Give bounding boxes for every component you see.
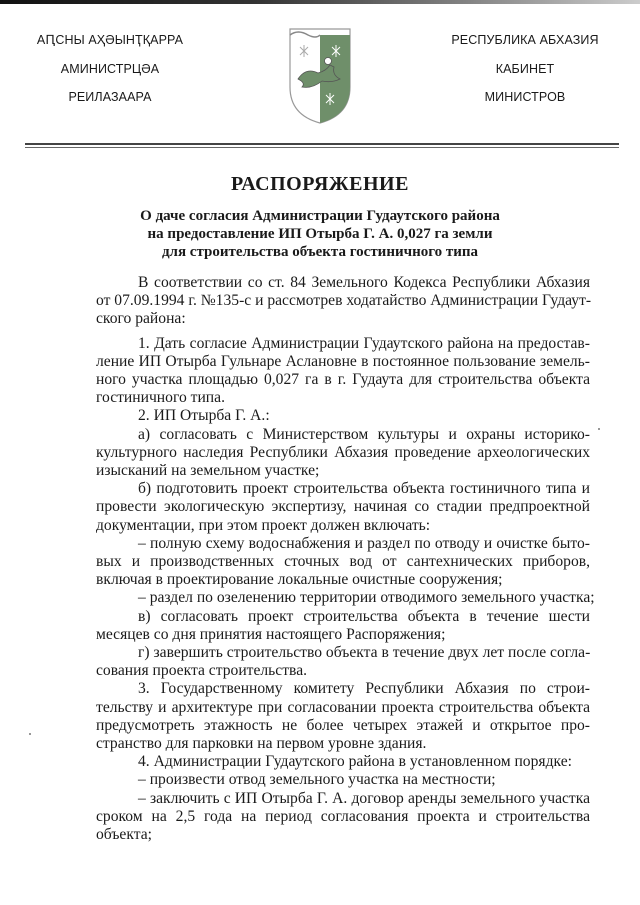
- paragraph-9-line: сования проекта строительства.: [96, 662, 308, 680]
- paragraph-4-line: изысканий на земельном участке;: [96, 462, 320, 479]
- header-right-line-2: КАБИНЕТ: [495, 62, 555, 76]
- header-right-line-3: МИНИСТРОВ: [484, 90, 566, 104]
- paragraph-6-line: вых и производственных сточных вод от сантехнических приборов,: [96, 553, 590, 570]
- scan-speck: [29, 733, 31, 735]
- paragraph-2-line: ного участка площадью 0,027 га в г. Гудаута для строительства объекта: [96, 371, 590, 388]
- paragraph-1-line: от 07.09.1994 г. №135-с и рассмотрев ходатайство Администрации Гудаут-: [96, 292, 592, 310]
- document-title: РАСПОРЯЖЕНИЕ: [231, 173, 409, 195]
- paragraph-9-line: г) завершить строительство объекта в течение двух лет после согла-: [138, 644, 591, 661]
- paragraph-2-line: гостиничного типа.: [96, 389, 225, 407]
- document-subtitle-line-3: для строительства объекта гостиничного типа: [161, 244, 479, 260]
- document-subtitle-line-2: на предоставление ИП Отырба Г. А. 0,027 га земли: [147, 226, 493, 242]
- paragraph-4-line: а) согласовать с Министерством культуры и охраны историко-: [138, 425, 590, 443]
- paragraph-10-line: тельству и архитектуре при согласовании проекта строительства объекта: [96, 698, 590, 716]
- scan-speck: [598, 428, 600, 430]
- paragraph-1-line: В соответствии со ст. 84 Земельного Кодекса Республики Абхазия: [138, 274, 590, 291]
- paragraph-8-line: в) согласовать проект строительства объекта в течение шести: [138, 607, 590, 625]
- paragraph-6-line: включая в проектирование локальные очистные сооружения;: [96, 571, 503, 589]
- paragraph-2-line: ление ИП Отырба Гульнаре Аслановне в постоянное пользование земель-: [96, 352, 590, 370]
- paragraph-12-line: – произвести отвод земельного участка на местности;: [138, 771, 496, 789]
- paragraph-5-line: б) подготовить проект строительства объекта гостиничного типа и: [138, 480, 590, 498]
- paragraph-10-line: предусмотреть этажность не более четырех этажей и открытое про-: [96, 716, 590, 734]
- header-left-line-3: РЕИЛАЗААРА: [68, 90, 152, 104]
- paragraph-6-line: – полную схему водоснабжения и раздел по отводу и очистке быто-: [138, 534, 590, 552]
- paragraph-8-line: месяцев со дня принятия настоящего Распоряжения;: [96, 625, 446, 643]
- paragraph-5-line: документации, при этом проект должен включать:: [96, 516, 431, 534]
- paragraph-10-line: странство для парковки на первом уровне здания.: [96, 735, 427, 752]
- scan-edge: [0, 0, 640, 4]
- header-left-line-2: АМИНИСТРЦӘА: [60, 62, 160, 76]
- paragraph-13-line: сроком на 2,5 года на период согласования проекта и строительства: [96, 807, 590, 825]
- paragraph-13-line: объекта;: [96, 826, 152, 843]
- paragraph-7-line: – раздел по озеленению территории отводимого земельного участка;: [138, 589, 595, 607]
- document-subtitle-line-1: О даче согласия Администрации Гудаутского района: [140, 208, 500, 224]
- header-divider: [25, 143, 619, 145]
- paragraph-5-line: провести экологическую экспертизу, начиная со стадии предпроектной: [96, 498, 590, 516]
- paragraph-3-line: 2. ИП Отырба Г. А.:: [138, 407, 270, 425]
- paragraph-4-line: культурного наследия Республики Абхазия проведение археологических: [96, 443, 590, 461]
- header-right-line-1: РЕСПУБЛИКА АБХАЗИЯ: [451, 33, 599, 47]
- paragraph-11-line: 4. Администрации Гудаутского района в установленном порядке:: [138, 753, 572, 771]
- paragraph-2-line: 1. Дать согласие Администрации Гудаутского района на предостав-: [138, 334, 590, 352]
- header-left-line-1: АԤСНЫ АҲӘЫНҬҚАРРА: [36, 33, 184, 47]
- header-divider-thin: [25, 147, 619, 148]
- paragraph-1-line: ского района:: [96, 310, 186, 328]
- coat-of-arms-emblem: [288, 27, 352, 125]
- paragraph-10-line: 3. Государственному комитету Республики Абхазия по строи-: [138, 680, 590, 698]
- paragraph-13-line: – заключить с ИП Отырба Г. А. договор аренды земельного участка: [138, 789, 590, 807]
